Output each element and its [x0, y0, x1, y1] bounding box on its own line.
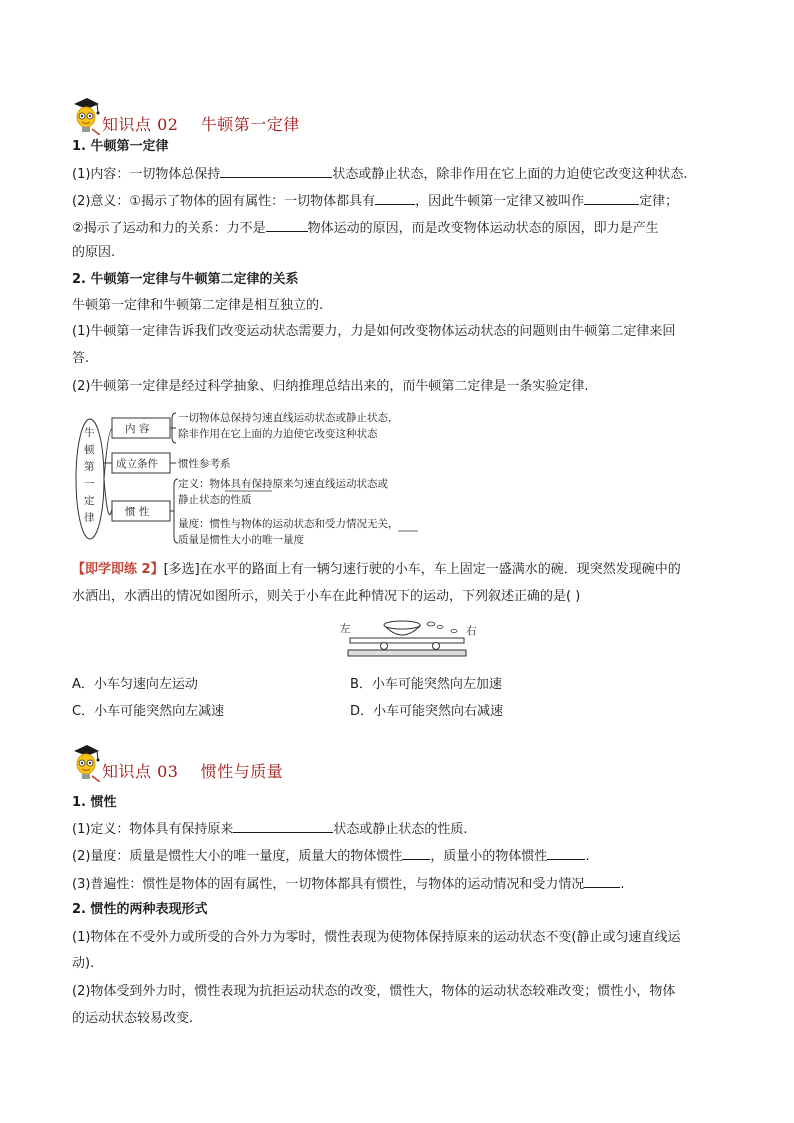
text: (1)定义：物体具有保持原来 — [72, 822, 234, 837]
fill-in-blank[interactable] — [584, 190, 639, 205]
exercise-question-cont: 水洒出，水洒出的情况如图所示，则关于小车在此种情况下的运动，下列叙述正确的是( ) — [72, 589, 581, 604]
paragraph: 牛顿第一定律和牛顿第二定律是相互独立的. — [72, 298, 324, 313]
diagram-text: 量度：惯性与物体的运动状态和受力情况无关， — [178, 518, 399, 530]
text: (3)普遍性：惯性是物体的固有属性，一切物体都具有惯性，与物体的运动情况和受力情况 — [72, 877, 585, 892]
diagram-root-char: 定 — [84, 495, 95, 507]
text: ②揭示了运动和力的关系：力不是 — [72, 221, 266, 236]
diagram-text: 定义：物体具有保持原来匀速直线运动状态或 — [178, 478, 388, 490]
fill-in-blank[interactable] — [547, 845, 585, 860]
concept-map-diagram — [72, 409, 432, 549]
fill-in-blank[interactable] — [402, 845, 430, 860]
paragraph: (2)牛顿第一定律是经过科学抽象、归纳推理总结出来的，而牛顿第二定律是一条实验定律. — [72, 379, 589, 394]
fill-in-blank[interactable] — [584, 873, 620, 888]
paragraph — [72, 818, 724, 840]
cart-bowl-figure — [340, 614, 480, 664]
exercise-tag: 【即学即练 2】 — [72, 562, 164, 577]
text: 定律； — [639, 194, 679, 209]
fill-in-blank[interactable] — [220, 163, 332, 178]
option-a[interactable]: A．小车匀速向左运动 — [72, 677, 198, 692]
left-label: 左 — [340, 623, 351, 635]
diagram-box-content: 内 容 — [125, 423, 150, 435]
subheading: 1. 牛顿第一定律 — [72, 139, 169, 154]
text: ，质量小的物体惯性 — [430, 849, 548, 864]
fill-in-blank[interactable] — [266, 217, 308, 232]
paragraph: (1)物体在不受外力或所受的合外力为零时，惯性表现为使物体保持原来的运动状态不变(静止或匀速直线运 — [72, 930, 681, 945]
text: (2)量度：质量是惯性大小的唯一量度，质量大的物体惯性 — [72, 849, 403, 864]
exercise-question — [72, 560, 724, 580]
diagram-box-condition: 成立条件 — [116, 458, 158, 470]
section-title: 知识点 02 牛顿第一定律 — [102, 115, 300, 134]
paragraph: 答. — [72, 351, 90, 366]
text: . — [620, 877, 625, 892]
option-d[interactable]: D．小车可能突然向右减速 — [350, 704, 504, 719]
paragraph — [72, 845, 724, 867]
paragraph: 的运动状态较易改变. — [72, 1011, 194, 1026]
paragraph: (2)物体受到外力时，惯性表现为抗拒运动状态的改变，惯性大，物体的运动状态较难改变；惯性小，物体 — [72, 984, 676, 999]
text: (2)意义：①揭示了物体的固有属性：一切物体都具有 — [72, 194, 376, 209]
paragraph: 的原因. — [72, 245, 116, 260]
diagram-root-char: 律 — [84, 512, 95, 524]
text: 状态或静止状态，除非作用在它上面的力迫使它改变这种状态. — [332, 167, 688, 182]
subheading: 2. 牛顿第一定律与牛顿第二定律的关系 — [72, 272, 299, 287]
paragraph — [72, 163, 724, 185]
text: (1)内容：一切物体总保持 — [72, 167, 221, 182]
subheading: 1. 惯性 — [72, 795, 117, 810]
paragraph: 动). — [72, 956, 95, 971]
text: 物体运动的原因，而是改变物体运动状态的原因，即力是产生 — [307, 221, 659, 236]
diagram-text: 除非作用在它上面的力迫使它改变这种状态 — [178, 428, 378, 440]
paragraph — [72, 190, 724, 212]
paragraph — [72, 873, 724, 895]
diagram-root-char: 顿 — [84, 444, 95, 456]
diagram-text: 惯性参考系 — [178, 458, 231, 470]
right-label: 右 — [466, 625, 477, 637]
diagram-root-char: 第 — [84, 461, 95, 473]
section-heading-02 — [70, 95, 300, 135]
subheading: 2. 惯性的两种表现形式 — [72, 902, 208, 917]
text: 状态或静止状态的性质. — [333, 822, 468, 837]
scholar-mascot-icon — [70, 95, 100, 135]
text: . — [585, 849, 590, 864]
diagram-root-char: 牛 — [84, 427, 95, 439]
text: ，因此牛顿第一定律又被叫作 — [415, 194, 585, 209]
text: [多选]在水平的路面上有一辆匀速行驶的小车，车上固定一盛满水的碗．现突然发现碗中的 — [163, 562, 681, 577]
diagram-text: 一切物体总保持匀速直线运动状态或静止状态， — [178, 412, 399, 424]
paragraph — [72, 217, 724, 239]
paragraph: (1)牛顿第一定律告诉我们改变运动状态需要力，力是如何改变物体运动状态的问题则由牛顿第二定律来回 — [72, 324, 676, 339]
diagram-box-inertia: 惯 性 — [125, 506, 150, 518]
diagram-text: 质量是惯性大小的唯一量度 — [178, 534, 304, 546]
option-b[interactable]: B．小车可能突然向左加速 — [350, 677, 502, 692]
fill-in-blank[interactable] — [233, 818, 333, 833]
option-c[interactable]: C．小车可能突然向左减速 — [72, 704, 225, 719]
diagram-text: 静止状态的性质 — [178, 494, 252, 506]
diagram-root-char: 一 — [84, 478, 95, 490]
fill-in-blank[interactable] — [375, 190, 415, 205]
scholar-mascot-icon — [70, 742, 100, 782]
section-heading-03 — [70, 742, 283, 782]
section-title: 知识点 03 惯性与质量 — [102, 762, 284, 781]
